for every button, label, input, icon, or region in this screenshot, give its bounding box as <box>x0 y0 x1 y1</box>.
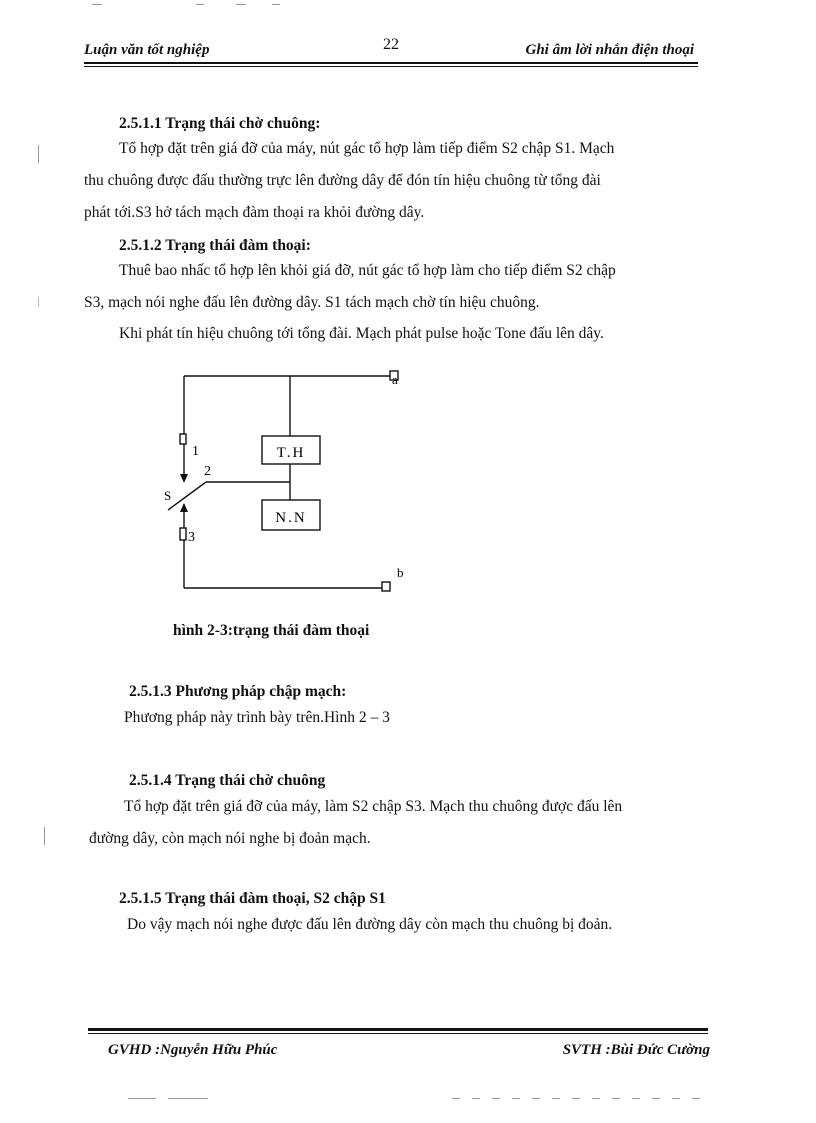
label-2: 2 <box>204 464 211 479</box>
label-b: b <box>397 565 404 580</box>
paragraph-line: Thuê bao nhấc tổ hợp lên khỏi giá đỡ, nút gác tổ hợp làm cho tiếp điểm S2 chập <box>119 262 616 279</box>
section-heading: 2.5.1.3 Phương pháp chập mạch: <box>129 683 347 700</box>
scan-mark <box>272 4 280 5</box>
label-s: S <box>164 488 172 503</box>
paragraph-line: Khi phát tín hiệu chuông tới tổng đài. Mạch phát pulse hoặc Tone đấu lên dây. <box>119 325 604 342</box>
switch-blade <box>168 482 206 510</box>
scan-mark <box>92 4 102 5</box>
box-nn-label: N.N <box>275 510 307 526</box>
footer-rule-thin <box>88 1033 708 1034</box>
footer-right: SVTH :Bùi Đức Cường <box>562 1042 710 1058</box>
label-a: a <box>392 372 398 387</box>
scan-mark <box>168 1098 208 1099</box>
scan-mark <box>128 1098 156 1099</box>
paragraph-line: S3, mạch nói nghe đấu lên đường dây. S1 tách mạch chờ tín hiệu chuông. <box>84 294 540 311</box>
scan-mark <box>44 827 45 845</box>
figure-caption: hình 2-3:trạng thái đàm thoại <box>173 622 370 639</box>
header-rule-thin <box>84 66 698 67</box>
scan-mark <box>38 145 39 163</box>
arrow-up-icon <box>180 503 188 512</box>
box-th-label: T.H <box>276 445 306 461</box>
arrow-down-icon <box>180 474 188 483</box>
label-3: 3 <box>188 530 195 545</box>
contact-3 <box>180 528 186 540</box>
terminal-b <box>382 582 390 591</box>
contact-1 <box>180 434 186 444</box>
header-right: Ghi âm lời nhắn điện thoại <box>525 42 694 58</box>
section-heading: 2.5.1.5 Trạng thái đàm thoại, S2 chập S1 <box>119 890 386 907</box>
circuit-diagram <box>150 362 430 602</box>
paragraph-line: phát tới.S3 hở tách mạch đàm thoại ra khỏi đường dây. <box>84 204 425 221</box>
page-number: 22 <box>383 36 399 53</box>
paragraph-line: Tổ hợp đặt trên giá đỡ của máy, làm S2 chập S3. Mạch thu chuông được đấu lên <box>124 798 623 815</box>
label-1: 1 <box>192 444 199 459</box>
paragraph-line: thu chuông được đấu thường trực lên đường dây để đón tín hiệu chuông từ tổng đài <box>84 172 601 189</box>
paragraph-line: Phương pháp này trình bày trên.Hình 2 – 3 <box>124 709 390 726</box>
section-heading: 2.5.1.4 Trạng thái chờ chuông <box>129 772 326 789</box>
scan-mark <box>452 1098 710 1099</box>
section-heading: 2.5.1.1 Trạng thái chờ chuông: <box>119 115 321 132</box>
scan-mark <box>236 4 246 5</box>
paragraph-line: Do vậy mạch nói nghe được đấu lên đường dây còn mạch thu chuông bị đoản. <box>127 916 613 933</box>
scan-mark <box>196 4 204 5</box>
paragraph-line: Tổ hợp đặt trên giá đỡ của máy, nút gác tổ hợp làm tiếp điểm S2 chập S1. Mạch <box>119 140 615 157</box>
scan-mark <box>38 297 39 307</box>
footer-rule <box>88 1028 708 1031</box>
paragraph-line: đường dây, còn mạch nói nghe bị đoản mạch. <box>89 830 371 847</box>
section-heading: 2.5.1.2 Trạng thái đàm thoại: <box>119 237 311 254</box>
header-rule <box>84 62 698 64</box>
footer-left: GVHD :Nguyễn Hữu Phúc <box>108 1042 278 1058</box>
header-left: Luận văn tốt nghiệp <box>84 42 210 58</box>
